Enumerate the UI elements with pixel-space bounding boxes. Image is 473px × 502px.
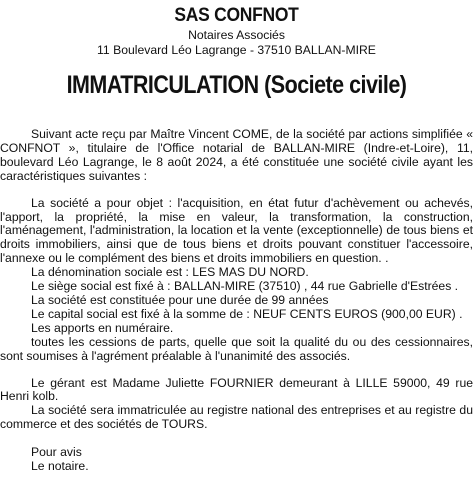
company-subtitle: Notaires Associés [188,28,285,42]
capital-line: Le capital social est fixé à la somme de : NEUF CENTS EUROS (900,00 EUR) . [31,306,463,321]
duree-line: La société est constituée pour une durée de 99 années [31,292,329,307]
immatriculation-paragraph: La société sera immatriculée au registre national des entreprises et au registre du commerce et des sociétés de TOURS. [0,403,473,432]
closing-le-notaire: Le notaire. [31,459,89,474]
cessions-paragraph: toutes les cessions de parts, quelle que soit la qualité du ou des cessionnaires, sont soumises à l'agrément préalable à l'unanimité des associés. [0,334,473,363]
notice-header [0,4,473,58]
intro-paragraph: Suivant acte reçu par Maître Vincent COME, de la société par actions simplifiée « CONFNOT », titulaire de l'Office notarial de BALLAN-MIRE (Indre-et-Loire), 11, boulevard Léo Lagrange, le 8 août 2024, a été constituée une société civile ayant les caractéristiques suivantes : [0,127,473,183]
company-name: SAS CONFNOT [174,5,299,26]
gerant-paragraph: Le gérant est Madame Juliette FOURNIER demeurant à LILLE 59000, 49 rue Henri kolb. [0,375,473,404]
closing-pour-avis: Pour avis [31,445,82,460]
siege-line: Le siège social est fixé à : BALLAN-MIRE (37510) , 44 rue Gabrielle d'Estrées . [31,279,459,294]
objet-paragraph: La société a pour objet : l'acquisition, en état futur d'achèvement ou achevés, l'apport, la propriété, la mise en valeur, la transformation, la construction, l'aménagement, l'administration, la location et la vente (exceptionnelle) de tous biens et droits immobiliers, ainsi que de tous biens et droits pouvant constituer l'accessoire, l'annexe ou le complément des biens et droits immobiliers en question. . [0,195,473,266]
notice-title: IMMATRICULATION (Societe civile) [66,71,407,99]
notice-body [0,128,473,474]
denomination-line: La dénomination sociale est : LES MAS DU NORD. [31,265,309,280]
apports-line: Les apports en numéraire. [31,320,174,335]
company-address: 11 Boulevard Léo Lagrange - 37510 BALLAN-MIRE [97,43,376,57]
